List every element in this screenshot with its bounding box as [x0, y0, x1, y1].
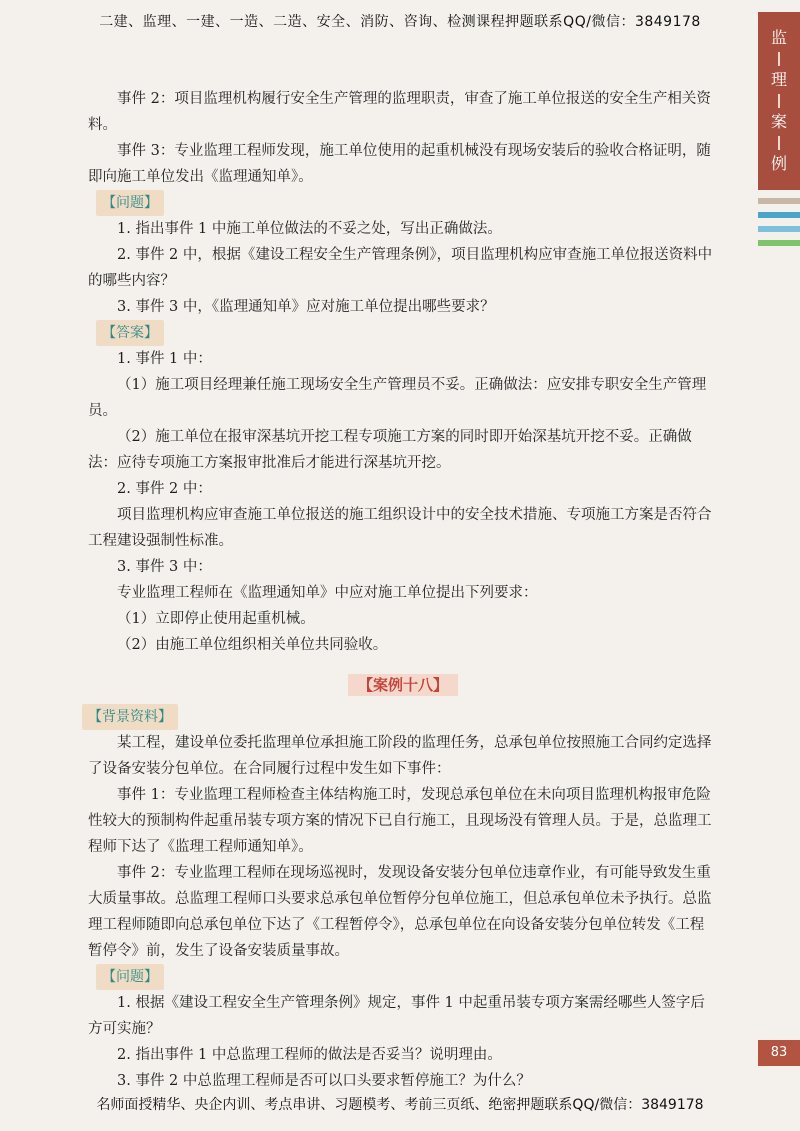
answer-3-item-1: （1）立即停止使用起重机械。 [117, 611, 315, 627]
event-3-text: 事件 3：专业监理工程师发现，施工单位使用的起重机械没有现场安装后的验收合格证明，随即向施工单位发出《监理通知单》。 [88, 143, 711, 185]
side-tab-divider [778, 52, 780, 66]
question-3: 3. 事件 3 中，《监理通知单》应对施工单位提出哪些要求？ [117, 299, 495, 315]
case-question-3: 3. 事件 2 中总监理工程师是否可以口头要求暂停施工？为什么？ [117, 1073, 531, 1089]
question-2: 2. 事件 2 中，根据《建设工程安全生产管理条例》，项目监理机构应审查施工单位报送资料中的哪些内容？ [88, 247, 713, 289]
answer-1-item-1: （1）施工项目经理兼任施工现场安全生产管理员不妥。正确做法：应安排专职安全生产管理员。 [88, 377, 707, 419]
answer-2-body: 项目监理机构应审查施工单位报送的施工组织设计中的安全技术措施、专项施工方案是否符合工程建设强制性标准。 [88, 507, 712, 549]
page-body [88, 86, 718, 1094]
answer-3-heading: 3. 事件 3 中： [117, 559, 212, 575]
side-tab-char: 例 [770, 154, 787, 173]
side-tab-char: 案 [770, 112, 787, 131]
case-title-text: 【案例十八】 [348, 674, 458, 696]
questions-heading: 【问题】 [96, 190, 164, 216]
event-2-text: 事件 2：项目监理机构履行安全生产管理的监理职责，审查了施工单位报送的安全生产相关资料。 [88, 91, 711, 133]
answer-2-heading: 2. 事件 2 中： [117, 481, 212, 497]
case-question-1: 1. 根据《建设工程安全生产管理条例》规定，事件 1 中起重吊装专项方案需经哪些人签字后方可实施？ [88, 995, 705, 1037]
answer-3-item-2: （2）由施工单位组织相关单位共同验收。 [117, 637, 388, 653]
bottom-contact-banner: 名师面授精华、央企内训、考点串讲、习题模考、考前三页纸、绝密押题联系QQ/微信：3849178 [96, 1097, 704, 1113]
case-questions-heading: 【问题】 [96, 964, 164, 990]
side-tab-char: 理 [770, 70, 787, 89]
decorative-stripe [758, 212, 800, 218]
decorative-stripe [758, 198, 800, 204]
question-1: 1. 指出事件 1 中施工单位做法的不妥之处，写出正确做法。 [117, 221, 502, 237]
case-event-2: 事件 2：专业监理工程师在现场巡视时，发现设备安装分包单位违章作业，有可能导致发生重大质量事故。总监理工程师口头要求总承包单位暂停分包单位施工，但总承包单位未予执行。总监理工程师随即向总承包单位下达了《工程暂停令》，总承包单位在向设备安装分包单位转发《工程暂停令》前，发生了设备安装质量事故。 [88, 865, 712, 959]
case-question-2: 2. 指出事件 1 中总监理工程师的做法是否妥当？说明理由。 [117, 1047, 502, 1063]
side-tab-divider [778, 136, 780, 150]
side-tab-char: 监 [770, 28, 787, 47]
section-side-tab [758, 12, 800, 190]
top-contact-banner: 二建、监理、一建、一造、二造、安全、消防、咨询、检测课程押题联系QQ/微信：3849178 [99, 14, 701, 30]
case-title [88, 672, 718, 698]
answers-heading: 【答案】 [96, 320, 164, 346]
answer-1-heading: 1. 事件 1 中： [117, 351, 212, 367]
decorative-stripe [758, 226, 800, 232]
case-event-1: 事件 1：专业监理工程师检查主体结构施工时，发现总承包单位在未向项目监理机构报审危险性较大的预制构件起重吊装专项方案的情况下已自行施工，且现场没有管理人员。于是，总监理工程师下达了《监理工程师通知单》。 [88, 787, 712, 855]
decorative-stripe [758, 240, 800, 246]
side-tab-divider [778, 94, 780, 108]
answer-3-body: 专业监理工程师在《监理通知单》中应对施工单位提出下列要求： [117, 585, 538, 601]
page-number: 83 [758, 1040, 800, 1066]
case-intro: 某工程，建设单位委托监理单位承担施工阶段的监理任务，总承包单位按照施工合同约定选择了设备安装分包单位。在合同履行过程中发生如下事件： [88, 735, 712, 777]
answer-1-item-2: （2）施工单位在报审深基坑开挖工程专项施工方案的同时即开始深基坑开挖不妥。正确做法：应待专项施工方案报审批准后才能进行深基坑开挖。 [88, 429, 692, 471]
background-heading: 【背景资料】 [82, 704, 178, 730]
